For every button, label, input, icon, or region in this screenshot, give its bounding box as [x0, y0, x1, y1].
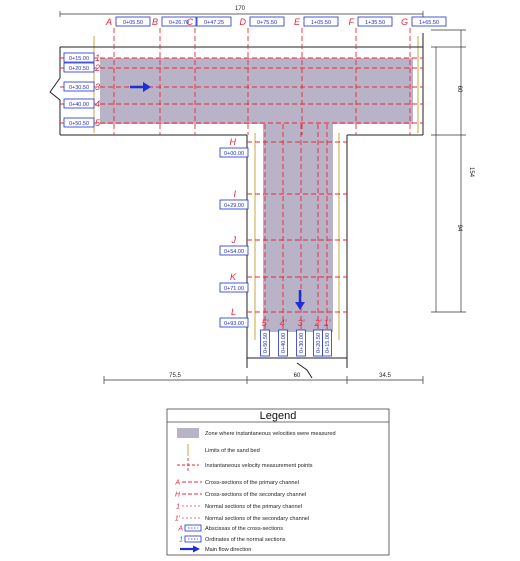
secondary-section-letter: L	[230, 307, 236, 317]
svg-text:0+54.00: 0+54.00	[223, 248, 245, 255]
svg-text:0+26.70: 0+26.70	[168, 19, 190, 26]
legend-item-label: Cross-sections of the secondary channel	[205, 492, 307, 498]
secondary-normal-number: 5'	[261, 318, 269, 328]
legend-item-label: Main flow direction	[205, 547, 252, 553]
secondary-normal-number: 1'	[323, 318, 331, 328]
primary-ordinate-label	[64, 82, 94, 91]
primary-ordinate-label	[64, 63, 94, 72]
secondary-abscissa-label	[220, 148, 248, 157]
dim-right-total: 154	[468, 166, 474, 178]
legend-item-label: Normal sections of the primary channel	[205, 504, 303, 510]
primary-abscissa-label	[412, 17, 446, 26]
svg-text:0+71.00: 0+71.00	[223, 285, 245, 292]
primary-section-letter: E	[293, 17, 300, 27]
dim-right-upper: 60	[456, 85, 462, 93]
secondary-abscissa-label	[220, 200, 248, 209]
secondary-ordinate-label	[314, 330, 323, 356]
dim-right-lower: 94	[456, 224, 462, 232]
legend-key-label: 1	[179, 536, 183, 544]
dim-total-width: 170	[234, 6, 246, 12]
svg-text:1+65.50: 1+65.50	[418, 19, 440, 26]
primary-normal-number: 3	[94, 82, 100, 92]
legend	[167, 409, 389, 555]
svg-text:0+75.50: 0+75.50	[256, 19, 278, 26]
svg-text:0+30.00: 0+30.00	[299, 332, 305, 354]
primary-normal-number: 4	[94, 99, 100, 109]
secondary-section-letter: I	[233, 189, 236, 199]
primary-section-letter: F	[348, 17, 354, 27]
legend-key-label: A	[175, 479, 180, 487]
primary-ordinate-label	[64, 118, 94, 127]
legend-title: Legend	[259, 410, 297, 422]
measurement-zone	[100, 58, 413, 332]
legend-item-label: Instantaneous velocity measurement points	[205, 463, 313, 469]
secondary-abscissa-label	[220, 318, 248, 327]
primary-normal-number: 2	[94, 63, 100, 73]
dim-bottom-mid: 60	[293, 373, 301, 379]
primary-section-letter: B	[151, 17, 158, 27]
primary-abscissa-label	[304, 17, 338, 26]
legend-item-label: Zone where instantaneous velocities were measured	[205, 431, 336, 437]
svg-text:0+15.00: 0+15.00	[325, 332, 331, 354]
svg-text:0+00.00: 0+00.00	[223, 150, 245, 157]
legend-key-label: 1	[176, 503, 180, 511]
legend-item-label: Limits of the sand bed	[205, 448, 260, 454]
secondary-section-letter: H	[229, 137, 236, 147]
secondary-channel-zone	[263, 124, 333, 332]
primary-section-letter: G	[400, 17, 408, 27]
secondary-abscissa-label	[220, 246, 248, 255]
svg-text:0+40.00: 0+40.00	[281, 332, 287, 354]
svg-text:0+15.00: 0+15.00	[68, 55, 90, 62]
legend-key-label: 1'	[174, 515, 180, 523]
secondary-normal-number: 3'	[297, 318, 305, 328]
secondary-section-letter: J	[231, 235, 236, 245]
dim-bottom-left: 75.5	[169, 373, 181, 379]
secondary-abscissa-label	[220, 283, 248, 292]
primary-ordinate-label	[64, 99, 94, 108]
legend-item-label: Normal sections of the secondary channel	[205, 516, 310, 522]
primary-ordinate-label	[64, 53, 94, 62]
legend-key-label: H	[174, 491, 180, 499]
svg-text:0+30.50: 0+30.50	[68, 84, 90, 91]
secondary-normal-number: 2'	[314, 318, 322, 328]
secondary-ordinate-label	[261, 330, 270, 356]
legend-item	[177, 525, 283, 533]
primary-normal-number: 1	[94, 53, 100, 63]
legend-item-label: Cross-sections of the primary channel	[205, 480, 299, 486]
primary-section-letter: C	[186, 17, 193, 27]
svg-text:0+20.50: 0+20.50	[316, 332, 322, 354]
dim-bottom-right: 34.5	[379, 373, 391, 379]
primary-section-letter: D	[239, 17, 246, 27]
primary-abscissa-label	[250, 17, 284, 26]
primary-section-letter: A	[105, 17, 112, 27]
svg-text:0+50.50: 0+50.50	[68, 120, 90, 127]
svg-text:0+93.00: 0+93.00	[223, 320, 245, 327]
legend-item-label: Abscissas of the cross-sections	[205, 526, 284, 532]
secondary-ordinate-label	[297, 330, 306, 356]
svg-text:0+50.50: 0+50.50	[263, 332, 269, 354]
svg-text:0+29.00: 0+29.00	[223, 202, 245, 209]
secondary-section-letter: K	[229, 272, 236, 282]
primary-abscissa-label	[116, 17, 150, 26]
primary-abscissa-label	[358, 17, 392, 26]
svg-text:0+40.00: 0+40.00	[68, 101, 90, 108]
primary-abscissa-label	[197, 17, 231, 26]
legend-box-swatch	[185, 536, 201, 542]
svg-text:0+20.50: 0+20.50	[68, 65, 90, 72]
secondary-normal-number: 4'	[279, 318, 287, 328]
secondary-ordinate-label	[279, 330, 288, 356]
legend-box-swatch	[185, 525, 201, 531]
legend-item-label: Ordinates of the normal sections	[205, 537, 286, 543]
legend-zone-swatch	[177, 428, 199, 438]
svg-text:0+47.25: 0+47.25	[203, 19, 225, 26]
svg-text:1+35.50: 1+35.50	[364, 19, 386, 26]
legend-item	[179, 536, 286, 544]
svg-text:1+05.50: 1+05.50	[310, 19, 332, 26]
secondary-ordinate-label	[323, 330, 332, 356]
legend-key-label: A	[178, 525, 183, 533]
primary-normal-number: 5	[94, 118, 100, 128]
svg-text:0+05.50: 0+05.50	[122, 19, 144, 26]
